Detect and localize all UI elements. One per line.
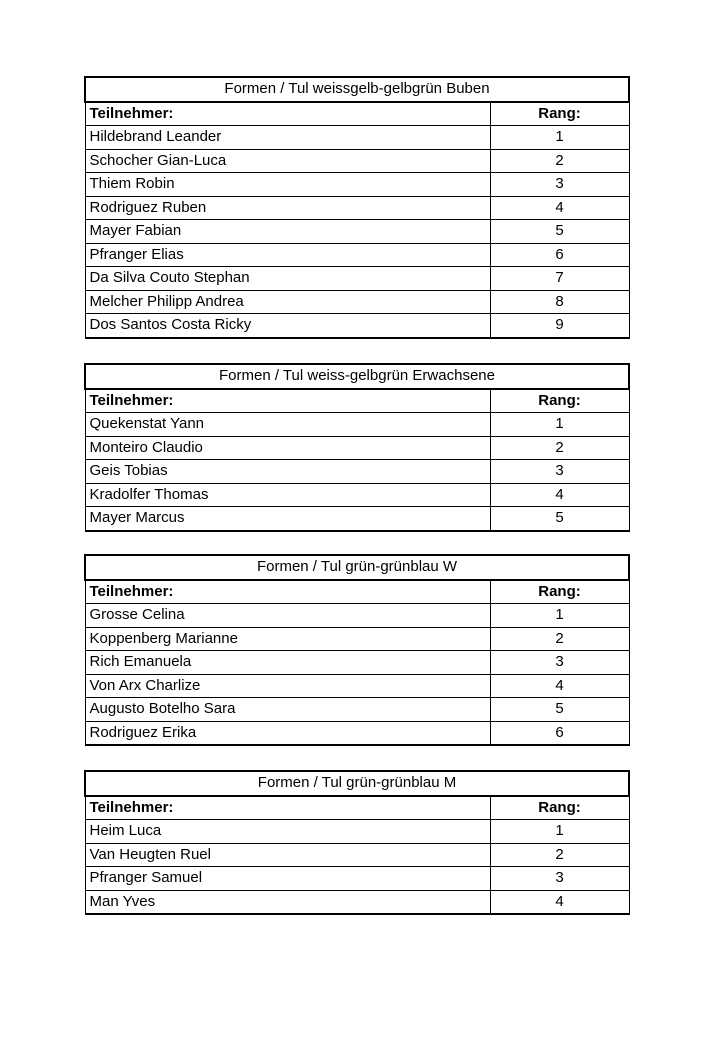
participant-rank: 2 [490,149,629,173]
table-row [85,507,629,531]
table-title: Formen / Tul grün-grünblau M [85,771,629,796]
table-header-row [85,796,629,820]
results-table-2 [84,363,630,532]
participant-rank: 4 [490,674,629,698]
participant-name: Kradolfer Thomas [85,483,490,507]
table-row [85,651,629,675]
participant-rank: 1 [490,413,629,437]
participant-name: Heim Luca [85,820,490,844]
rank-column-header: Rang: [490,796,629,820]
participant-rank: 3 [490,867,629,891]
participant-name: Geis Tobias [85,460,490,484]
participant-column-header: Teilnehmer: [85,102,490,126]
table-title: Formen / Tul grün-grünblau W [85,555,629,580]
participant-rank: 9 [490,314,629,338]
participant-name: Rich Emanuela [85,651,490,675]
participant-name: Pfranger Samuel [85,867,490,891]
participant-rank: 8 [490,290,629,314]
table-row [85,674,629,698]
table-row [85,314,629,338]
participant-rank: 3 [490,460,629,484]
table-row [85,627,629,651]
rank-column-header: Rang: [490,389,629,413]
table-row [85,890,629,914]
table-row [85,460,629,484]
table-header-row [85,389,629,413]
table-row [85,149,629,173]
participant-name: Rodriguez Erika [85,721,490,745]
participant-rank: 1 [490,604,629,628]
participant-name: Da Silva Couto Stephan [85,267,490,291]
participant-name: Mayer Fabian [85,220,490,244]
table-row [85,220,629,244]
table-row [85,820,629,844]
participant-name: Schocher Gian-Luca [85,149,490,173]
participant-name: Augusto Botelho Sara [85,698,490,722]
participant-name: Melcher Philipp Andrea [85,290,490,314]
participant-name: Koppenberg Marianne [85,627,490,651]
rank-column-header: Rang: [490,102,629,126]
participant-rank: 3 [490,173,629,197]
results-table-1 [84,76,630,339]
table-title-row [85,364,629,389]
table-row [85,413,629,437]
participant-rank: 4 [490,483,629,507]
participant-name: Mayer Marcus [85,507,490,531]
table-row [85,290,629,314]
participant-name: Man Yves [85,890,490,914]
participant-column-header: Teilnehmer: [85,580,490,604]
participant-rank: 5 [490,220,629,244]
table-row [85,436,629,460]
participant-rank: 7 [490,267,629,291]
table-title: Formen / Tul weiss-gelbgrün Erwachsene [85,364,629,389]
table-title-row [85,771,629,796]
table-row [85,173,629,197]
participant-name: Van Heugten Ruel [85,843,490,867]
participant-rank: 6 [490,243,629,267]
results-table-3 [84,554,630,746]
table-title: Formen / Tul weissgelb-gelbgrün Buben [85,77,629,102]
table-header-row [85,102,629,126]
table-row [85,267,629,291]
participant-column-header: Teilnehmer: [85,796,490,820]
participant-rank: 4 [490,196,629,220]
participant-name: Grosse Celina [85,604,490,628]
participant-name: Monteiro Claudio [85,436,490,460]
participant-rank: 6 [490,721,629,745]
participant-rank: 1 [490,820,629,844]
participant-rank: 2 [490,436,629,460]
participant-rank: 5 [490,698,629,722]
table-row [85,483,629,507]
participant-rank: 2 [490,843,629,867]
table-header-row [85,580,629,604]
participant-column-header: Teilnehmer: [85,389,490,413]
results-table-4 [84,770,630,915]
participant-rank: 3 [490,651,629,675]
participant-rank: 5 [490,507,629,531]
table-title-row [85,77,629,102]
table-row [85,196,629,220]
participant-name: Hildebrand Leander [85,126,490,150]
table-row [85,698,629,722]
participant-name: Von Arx Charlize [85,674,490,698]
table-row [85,243,629,267]
participant-rank: 2 [490,627,629,651]
rank-column-header: Rang: [490,580,629,604]
table-row [85,126,629,150]
participant-rank: 1 [490,126,629,150]
participant-name: Thiem Robin [85,173,490,197]
participant-name: Quekenstat Yann [85,413,490,437]
participant-name: Rodriguez Ruben [85,196,490,220]
table-row [85,843,629,867]
participant-name: Dos Santos Costa Ricky [85,314,490,338]
participant-rank: 4 [490,890,629,914]
participant-name: Pfranger Elias [85,243,490,267]
table-row [85,867,629,891]
table-title-row [85,555,629,580]
table-row [85,604,629,628]
table-row [85,721,629,745]
